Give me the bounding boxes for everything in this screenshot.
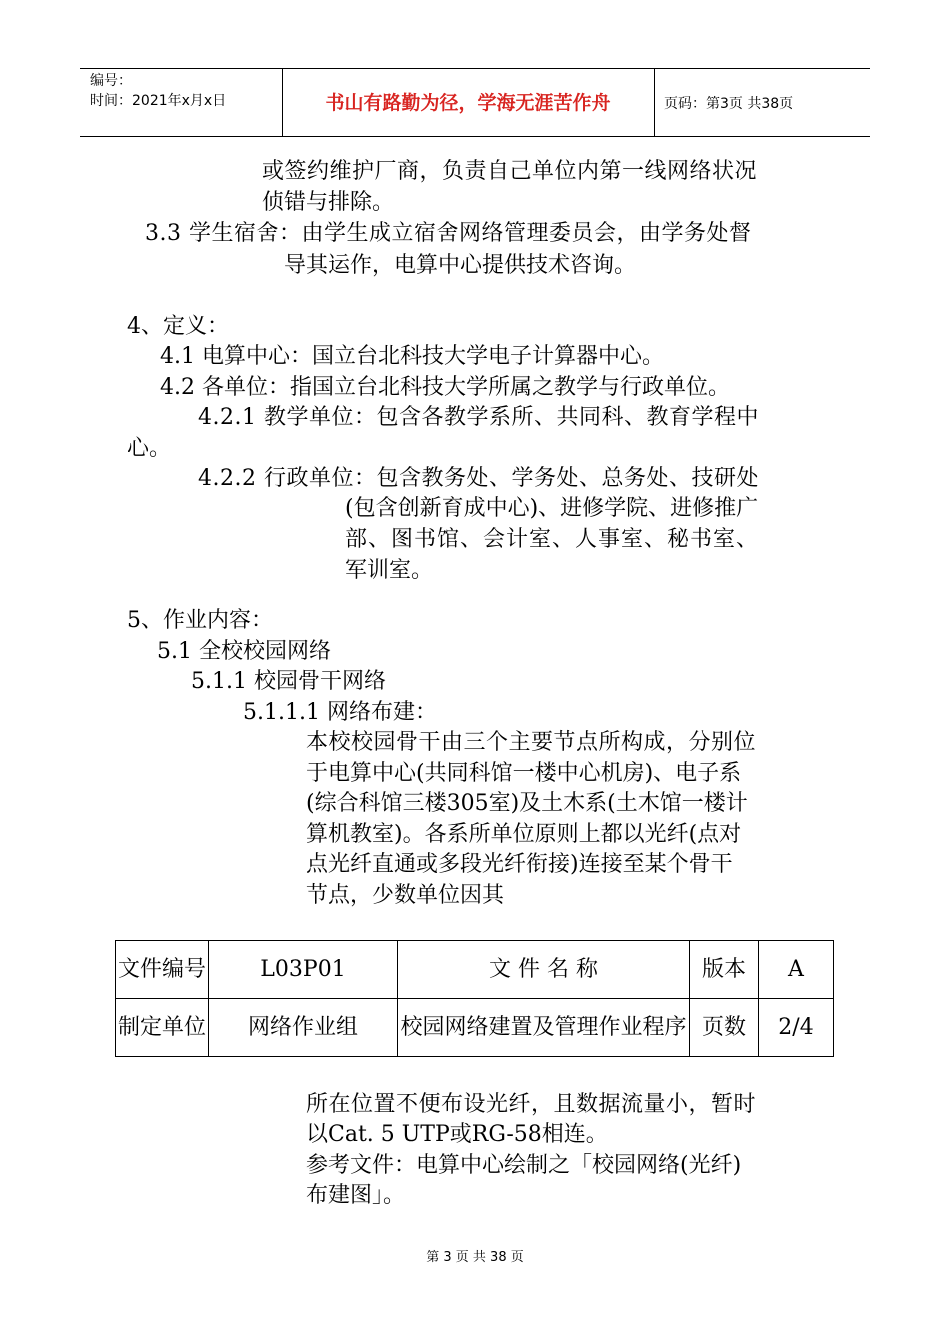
- doc-number-value: L03P01: [209, 941, 398, 999]
- issuing-unit-label: 制定单位: [116, 999, 209, 1057]
- section-3-3: 3.3 学生宿舍：由学生成立宿舍网络管理委员会，由学务处督: [145, 221, 752, 246]
- header-motto: 书山有路勤为径，学海无涯苦作舟: [325, 92, 611, 114]
- table-row: [116, 941, 834, 999]
- document-number-label: 编号：: [90, 73, 132, 89]
- paragraph-line: 以Cat. 5 UTP或RG-58相连。: [306, 1122, 608, 1147]
- table-row: [116, 999, 834, 1057]
- paragraph-line: 导其运作，电算中心提供技术咨询。: [284, 253, 637, 278]
- issuing-unit-value: 网络作业组: [209, 999, 398, 1057]
- paragraph-line: 于电算中心(共同科馆一楼中心机房)、电子系: [306, 761, 742, 786]
- doc-number-label: 文件编号: [116, 941, 209, 999]
- version-value: A: [759, 941, 834, 999]
- paragraph-line: 本校校园骨干由三个主要节点所构成，分别位: [306, 730, 757, 755]
- paragraph-line: 军训室。: [345, 558, 434, 583]
- header-page-label: 页码：第3页 共38页: [664, 96, 794, 112]
- section-4-1: 4.1 电算中心：国立台北科技大学电子计算器中心。: [160, 344, 664, 369]
- header-bottom-rule: [80, 136, 870, 137]
- paragraph-line: 所在位置不便布设光纤，且数据流量小，暂时: [306, 1092, 757, 1117]
- pages-label: 页数: [690, 999, 759, 1057]
- doc-name-label: 文 件 名 称: [398, 941, 690, 999]
- section-5-1: 5.1 全校校园网络: [157, 639, 331, 664]
- document-info-table: [115, 940, 834, 1057]
- section-5-heading: 5、作业内容：: [127, 608, 273, 633]
- page-footer: 第 3 页 共 38 页: [426, 1250, 524, 1265]
- section-4-2: 4.2 各单位：指国立台北科技大学所属之教学与行政单位。: [160, 375, 730, 400]
- paragraph-line: 布建图」。: [306, 1183, 406, 1208]
- section-4-2-1: 4.2.1 教学单位：包含各教学系所、共同科、教育学程中: [198, 405, 759, 430]
- section-5-1-1-1: 5.1.1.1 网络布建：: [243, 700, 437, 725]
- paragraph-line: 算机教室)。各系所单位原则上都以光纤(点对: [306, 822, 742, 847]
- paragraph-line: 节点，少数单位因其: [306, 883, 505, 908]
- paragraph-line: 点光纤直通或多段光纤衔接)连接至某个骨干: [306, 852, 733, 877]
- header-divider-right: [654, 68, 655, 136]
- document-time-label: 时间：2021年x月x日: [90, 93, 227, 109]
- header-top-rule: [80, 68, 870, 69]
- paragraph-line: (综合科馆三楼305室)及土木系(土木馆一楼计: [306, 791, 748, 816]
- paragraph-line: (包含创新育成中心)、进修学院、进修推广: [345, 496, 759, 521]
- paragraph-line: 侦错与排除。: [262, 190, 395, 215]
- reference-line: 参考文件：电算中心绘制之「校园网络(光纤): [306, 1153, 742, 1178]
- pages-value: 2/4: [759, 999, 834, 1057]
- paragraph-line: 心。: [127, 436, 172, 461]
- paragraph-line: 或签约维护厂商，负责自己单位内第一线网络状况: [262, 159, 758, 184]
- paragraph-line: 部、图书馆、会计室、人事室、秘书室、: [345, 527, 760, 552]
- section-5-1-1: 5.1.1 校园骨干网络: [191, 669, 386, 694]
- section-4-heading: 4、定义：: [127, 314, 229, 339]
- doc-name-value: 校园网络建置及管理作业程序: [398, 999, 690, 1057]
- version-label: 版本: [690, 941, 759, 999]
- section-4-2-2: 4.2.2 行政单位：包含教务处、学务处、总务处、技研处: [198, 466, 759, 491]
